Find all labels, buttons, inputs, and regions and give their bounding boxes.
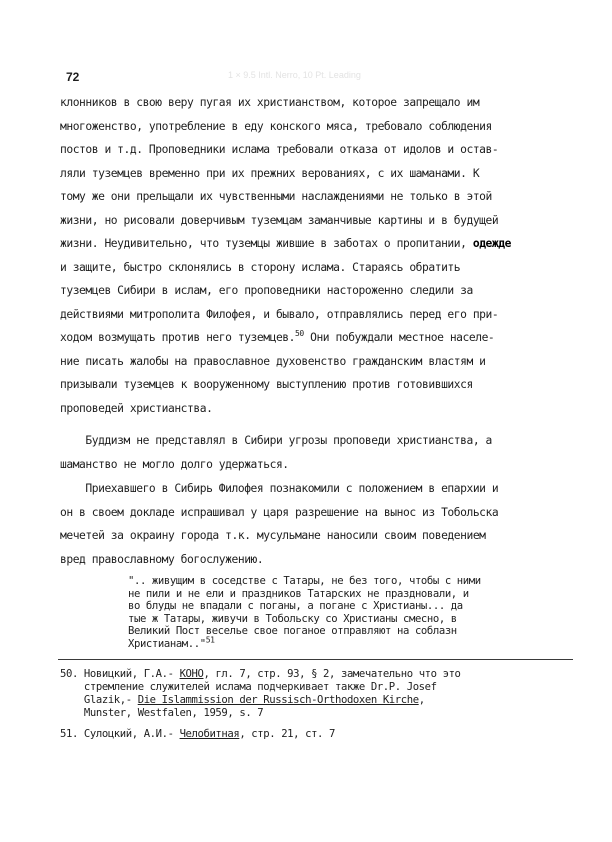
text-line: жизни, но рисовали доверчивым туземцам заманчивые картины и в будущей <box>60 213 499 227</box>
text-line: ходом возмущать против него туземцев.$^{50}$ Они побуждали местное населе- <box>60 329 495 344</box>
text-line: Приехавшего в Сибирь Филофея познакомили с положением в епархии и <box>60 482 499 495</box>
text-line: и защите, быстро склонялись в сторону ислама. Стараясь обратить <box>60 260 461 274</box>
text-line: шаманство не могло долго удержаться. <box>60 457 289 471</box>
footnote-line: Glazik,- Die Islammission der Russisch-Orthodoxen Kirche, <box>60 694 425 706</box>
footnote-line: 50. Новицкий, Г.А.- КОНО, гл. 7, стр. 93, § 2, замечательно что это <box>60 668 461 680</box>
quote-line: во блуды не впадали с поганы, а погане с Христианы... да <box>128 600 463 613</box>
text-line: Буддизм не представлял в Сибири угрозы проповеди христианства, а <box>60 434 492 447</box>
quote-line: не пили и не ели и праздников Татарских не праздновали, и <box>128 587 469 600</box>
quote-line: ".. живущим в соседстве с Татары, не без того, чтобы с ними <box>128 575 481 587</box>
text-line: вред православному богослужению. <box>60 552 264 566</box>
footnote-line: 51. Сулоцкий, А.И.- Челобитная, стр. 21, ст. 7 <box>60 728 335 740</box>
footnote-line: стремление служителей ислама подчеркивает также Dr.P. Josef <box>60 681 437 693</box>
text-line: постов и т.д. Проповедники ислама требовали отказа от идолов и остав- <box>60 143 499 156</box>
quote-line: тые ж Татары, живучи в Тобольску со Христианы смесно, в <box>128 612 457 625</box>
footnote-ref: 50 <box>295 329 304 339</box>
footnote-ref: 51 <box>205 635 215 645</box>
quote-line: Великий Пост веселье свое поганое отправляют на соблазн <box>128 625 457 638</box>
text-line: ние писать жалобы на православное духовенство гражданским властям и <box>60 354 486 368</box>
footnote-separator <box>58 659 573 660</box>
paragraph-3 <box>60 477 580 571</box>
text-line: проповедей христианства. <box>60 401 213 415</box>
text-line: он в своем докладе испрашивал у царя разрешение на вынос из Тобольска <box>60 505 499 519</box>
faint-header-imprint: 1 × 9.5 Intl. Nerro, 10 Pt. Leading <box>228 70 361 80</box>
quote-line: Христианам.."$^{51}$ <box>128 635 215 650</box>
footnote-51 <box>60 728 335 741</box>
paragraph-1 <box>60 91 580 420</box>
paragraph-2 <box>60 429 580 476</box>
text-line: клонников в свою веру пугая их христианством, которое запрещало им <box>60 96 480 109</box>
footnote-50 <box>60 668 461 720</box>
overtyped-word: одежде <box>472 237 511 250</box>
text-line: туземцев Сибири в ислам, его проповедники настороженно следили за <box>60 284 473 297</box>
text-line: действиями митрополита Филофея, и бывало, отправлялись перед его при- <box>60 307 499 321</box>
block-quote <box>128 575 481 651</box>
page-number: 72 <box>66 70 80 84</box>
text-line: тому же они прельщали их чувственными наслаждениями не только в этой <box>60 190 492 203</box>
text-line: мечетей за окраину города т.к. мусульмане наносили своим поведением <box>60 529 486 542</box>
footnote-line: Munster, Westfalen, 1959, s. 7 <box>60 707 264 719</box>
text-line: многоженство, употребление в еду конского мяса, требовало соблюдения <box>60 119 492 133</box>
text-line: ляли туземцев временно при их прежних верованиях, с их шаманами. К <box>60 166 480 180</box>
text-line: жизни. Неудивительно, что туземцы жившие в заботах о пропитании, одежде <box>60 237 511 250</box>
text-line: призывали туземцев к вооруженному выступлению против готовившихся <box>60 378 473 391</box>
